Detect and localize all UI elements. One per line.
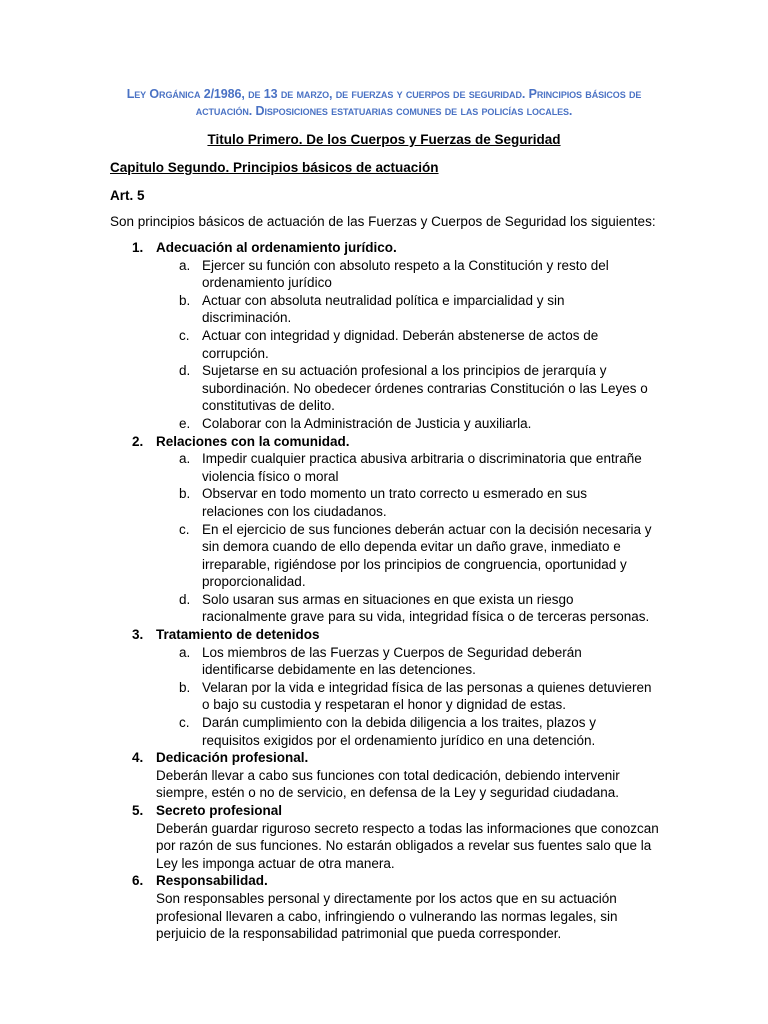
article-number: Art. 5: [110, 188, 145, 203]
principle-title: Adecuación al ordenamiento jurídico.: [156, 240, 397, 255]
principle-section: [0, 802, 768, 872]
sub-principle-item: [0, 485, 652, 520]
sub-principle-list: [0, 450, 768, 626]
sub-principle-text: Los miembros de las Fuerzas y Cuerpos de Seguridad deberán identificarse debidamente en las detenciones.: [202, 644, 582, 678]
principle-section: [0, 749, 768, 802]
principle-number: 3.: [132, 627, 144, 643]
sub-principle-text: Actuar con integridad y dignidad. Deberán abstenerse de actos de corrupción.: [202, 327, 599, 361]
sub-principle-text: Sujetarse en su actuación profesional a los principios de jerarquía y subordinación. No obedecer órdenes contrarias Constitución o las Leyes o constitutivas de delito.: [202, 363, 648, 414]
sub-principle-letter: b.: [179, 486, 191, 502]
sub-principle-text: Ejercer su función con absoluto respeto a la Constitución y resto del ordenamiento jurídico: [202, 257, 609, 291]
principle-section: [0, 872, 768, 942]
principle-body: Deberán llevar a cabo sus funciones con total dedicación, debiendo intervenir siempre, estén o no de servicio, en defensa de la Ley y seguridad ciudadana.: [156, 767, 620, 801]
principle-number: 5.: [132, 803, 144, 818]
sub-principle-text: Velaran por la vida e integridad física de las personas a quienes detuvieren o bajo su custodia y respetaran el honor y dignidad de estas.: [202, 679, 652, 713]
principle-heading: [0, 749, 768, 767]
sub-principle-text: Darán cumplimiento con la debida diligencia a los traites, plazos y requisitos exigidos por el ordenamiento jurídico en una detención.: [202, 715, 596, 748]
sub-principle-letter: c.: [179, 327, 190, 343]
principle-heading: [0, 802, 768, 820]
sub-principle-item: [0, 415, 652, 433]
sub-principle-text: Solo usaran sus armas en situaciones en que exista un riesgo racionalmente grave para su vida, integridad física o de terceras personas.: [202, 591, 650, 625]
sub-principle-list: [0, 257, 768, 433]
intro-paragraph: Son principios básicos de actuación de las Fuerzas y Cuerpos de Seguridad los siguientes:: [110, 214, 656, 229]
sub-principle-letter: b.: [179, 679, 191, 695]
principle-heading: [0, 872, 768, 890]
sub-principle-letter: c.: [179, 715, 190, 731]
principle-section: [0, 433, 768, 627]
principle-number: 4.: [132, 750, 144, 766]
sub-principle-letter: b.: [179, 292, 191, 308]
principle-title: Responsabilidad.: [156, 873, 268, 889]
sub-principle-item: [0, 362, 652, 415]
sub-principle-letter: a.: [179, 644, 191, 660]
principle-title: Secreto profesional: [156, 803, 283, 818]
principle-number: 1.: [132, 240, 144, 255]
sub-principle-list: [0, 644, 768, 750]
sub-principle-letter: c.: [179, 521, 190, 537]
sub-principle-item: [0, 679, 652, 714]
principle-heading: [0, 433, 768, 451]
sub-principle-item: [0, 644, 652, 679]
sub-principle-text: Colaborar con la Administración de Justicia y auxiliarla.: [202, 415, 532, 431]
sub-principle-letter: d.: [179, 363, 191, 379]
principle-number: 2.: [132, 433, 144, 449]
chapter-heading: Capitulo Segundo. Principios básicos de actuación: [110, 160, 439, 175]
sub-principle-text: Observar en todo momento un trato correcto u esmerado en sus relaciones con los ciudadanos.: [202, 486, 587, 519]
principle-body: Deberán guardar riguroso secreto respecto a todas las informaciones que conozcan por razón de sus funciones. No estarán obligados a revelar sus fuentes salo que la Ley les imponga actuar de otra manera.: [156, 820, 659, 871]
sub-principle-item: [0, 257, 652, 292]
law-title: Ley Orgánica 2/1986, de 13 de marzo, de fuerzas y cuerpos de seguridad. Principios básicos de actuación. Disposiciones estatuarias comunes de las policías locales.: [126, 87, 642, 118]
sub-principle-text: En el ejercicio de sus funciones deberán actuar con la decisión necesaria y sin demora cuando de ello dependa evitar un daño grave, inmediato e irreparable, rigiéndose por los principios de congruencia, oportunidad y proporcionalidad.: [202, 521, 652, 590]
principle-heading: [0, 626, 768, 644]
principle-section: [0, 626, 768, 749]
sub-principle-letter: a.: [179, 257, 191, 273]
principle-title: Dedicación profesional.: [156, 750, 309, 766]
sub-principle-item: [0, 450, 652, 485]
sub-principle-text: Impedir cualquier practica abusiva arbitraria o discriminatoria que entrañe violencia físico o moral: [202, 451, 642, 484]
principles-list: [0, 239, 768, 943]
principle-heading: [0, 239, 768, 257]
principle-title: Tratamiento de detenidos: [156, 627, 320, 643]
principle-section: [0, 239, 768, 433]
sub-principle-text: Actuar con absoluta neutralidad política e imparcialidad y sin discriminación.: [202, 292, 565, 326]
principle-body: Son responsables personal y directamente por los actos que en su actuación profesional llevaren a cabo, infringiendo o vulnerando las normas legales, sin perjuicio de la responsabilidad patrimonial que pueda corresponder.: [156, 890, 618, 942]
principle-title: Relaciones con la comunidad.: [156, 433, 350, 449]
sub-principle-item: [0, 714, 652, 749]
principle-number: 6.: [132, 873, 144, 889]
sub-principle-item: [0, 591, 652, 626]
title-heading: Titulo Primero. De los Cuerpos y Fuerzas de Seguridad: [207, 132, 561, 147]
sub-principle-item: [0, 521, 652, 591]
sub-principle-letter: d.: [179, 591, 191, 607]
sub-principle-item: [0, 292, 652, 327]
sub-principle-item: [0, 327, 652, 362]
sub-principle-letter: a.: [179, 451, 191, 467]
sub-principle-letter: e.: [179, 415, 191, 431]
